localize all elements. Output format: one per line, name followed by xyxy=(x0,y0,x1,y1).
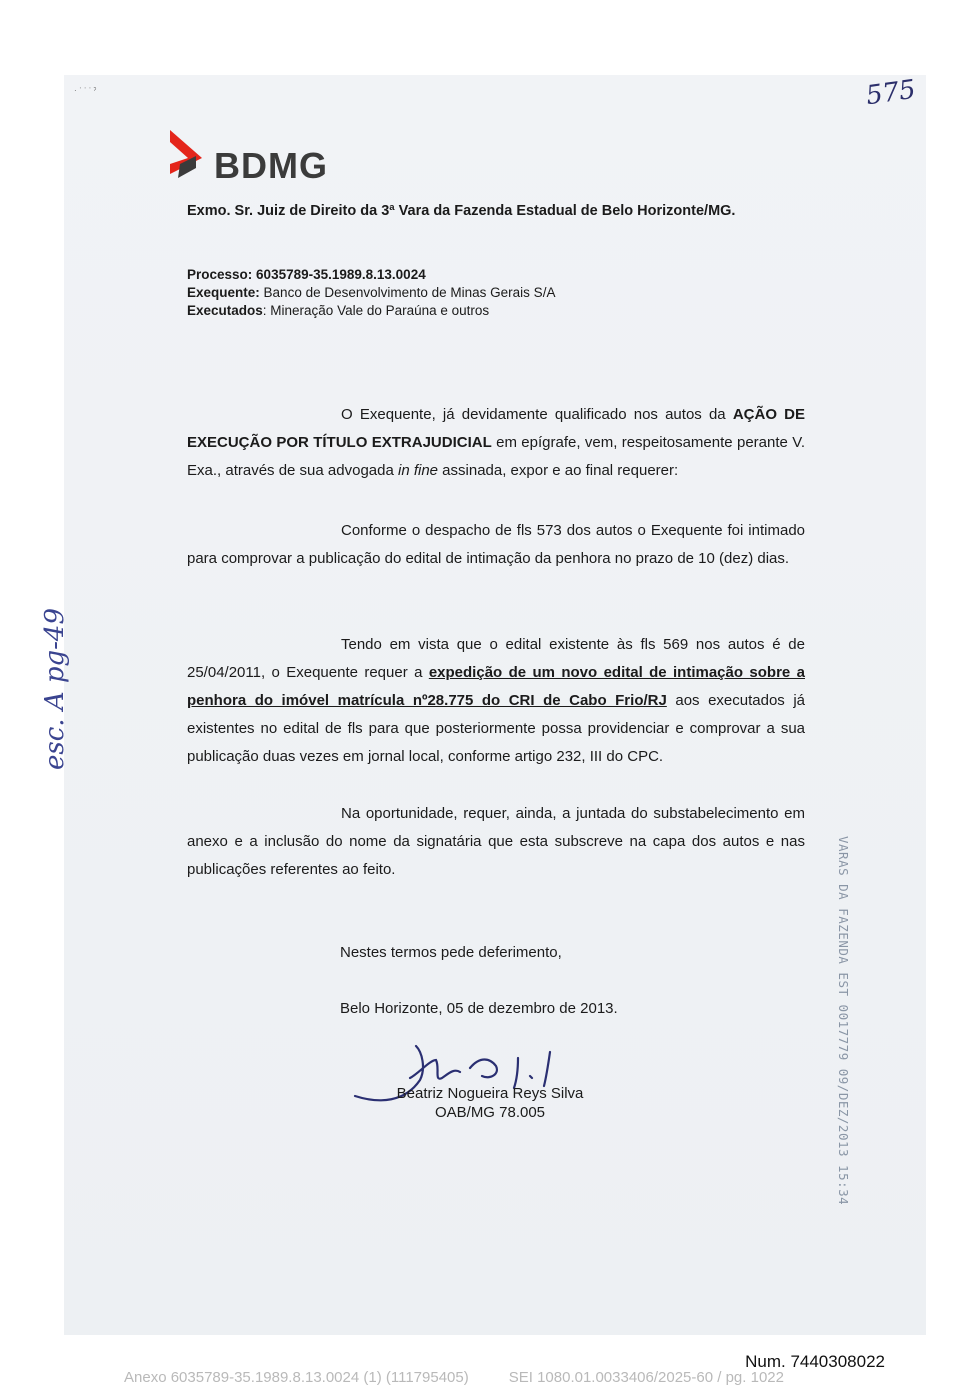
bdmg-logo-text: BDMG xyxy=(214,145,328,186)
closing-line: Nestes termos pede deferimento, xyxy=(340,944,562,961)
signer-block xyxy=(390,1084,590,1122)
p3-text-1: Tendo em vista que o edital existente às fls 569 nos autos é de 25/04/2011, o Exequente requer a xyxy=(187,636,805,681)
p4-text: Na oportunidade, requer, ainda, a juntada do substabelecimento em anexo e a inclusão do nome da signatária que esta subscreve na capa dos autos e nas publicações referentes ao feito. xyxy=(187,805,805,878)
p3-text-2: aos executados já existentes no edital de fls para que posteriormente possa providenciar e comprovar a sua publicação duas vezes em jornal local, conforme artigo 232, III do CPC. xyxy=(187,692,805,765)
p1-text-1: O Exequente, já devidamente qualificado nos autos da xyxy=(341,406,733,423)
document-number: Num. 7440308022 xyxy=(745,1352,885,1371)
scan-marks: · ˈ ˈ ˈ ˀ xyxy=(74,86,97,95)
p2-text: Conforme o despacho de fls 573 dos autos o Exequente foi intimado para comprovar a publicação do edital de intimação da penhora no prazo de 10 (dez) dias. xyxy=(187,522,805,567)
process-line xyxy=(187,266,555,284)
salutation: Exmo. Sr. Juiz de Direito da 3ª Vara da Fazenda Estadual de Belo Horizonte/MG. xyxy=(187,203,736,219)
executed-line xyxy=(187,302,555,320)
p1-in-fine: in fine xyxy=(397,462,439,479)
place-date: Belo Horizonte, 05 de dezembro de 2013. xyxy=(340,1000,618,1017)
paragraph-request xyxy=(187,631,805,771)
protocol-stamp: VARAS DA FAZENDA EST 0017779 09/DEZ/2013 15:34 xyxy=(836,836,851,1206)
p1-text-2: em epígrafe, vem, respeitosamente perante V. Exa., através de sua advogada xyxy=(187,434,805,479)
executed-value: : Mineração Vale do Paraúna e outros xyxy=(262,303,490,318)
signer-name: Beatriz Nogueira Reys Silva xyxy=(396,1085,584,1102)
process-label: Processo: xyxy=(187,267,253,282)
footer xyxy=(124,1369,784,1386)
executor-label: Exequente: xyxy=(187,285,260,300)
process-value: 6035789-35.1989.8.13.0024 xyxy=(256,267,426,282)
p3-request-emphasis: expedição de um novo edital de intimação sobre a penhora do imóvel matrícula nº28.775 do CRI de Cabo Frio/RJ xyxy=(187,664,805,709)
footer-right: SEI 1080.01.0033406/2025-60 / pg. 1022 xyxy=(508,1369,784,1386)
executor-line xyxy=(187,284,555,302)
signer-oab: OAB/MG 78.005 xyxy=(434,1104,546,1121)
executed-label: Executados xyxy=(187,303,263,318)
folio-number: 575 xyxy=(864,74,918,112)
paragraph-opportunity xyxy=(187,800,805,884)
footer-left: Anexo 6035789-35.1989.8.13.0024 (1) (111795405) xyxy=(124,1369,469,1386)
p1-text-3: assinada, expor e ao final requerer: xyxy=(438,462,679,479)
paragraph-dispatch xyxy=(187,517,805,573)
bdmg-logo-icon xyxy=(166,128,206,188)
paragraph-intro xyxy=(187,401,805,485)
executor-value: Banco de Desenvolvimento de Minas Gerais S/A xyxy=(263,285,556,300)
p1-action-name: AÇÃO DE EXECUÇÃO POR TÍTULO EXTRAJUDICIAL xyxy=(187,406,806,451)
case-header xyxy=(187,266,555,320)
handwritten-margin-note: esc. A pg-49 xyxy=(40,607,70,770)
